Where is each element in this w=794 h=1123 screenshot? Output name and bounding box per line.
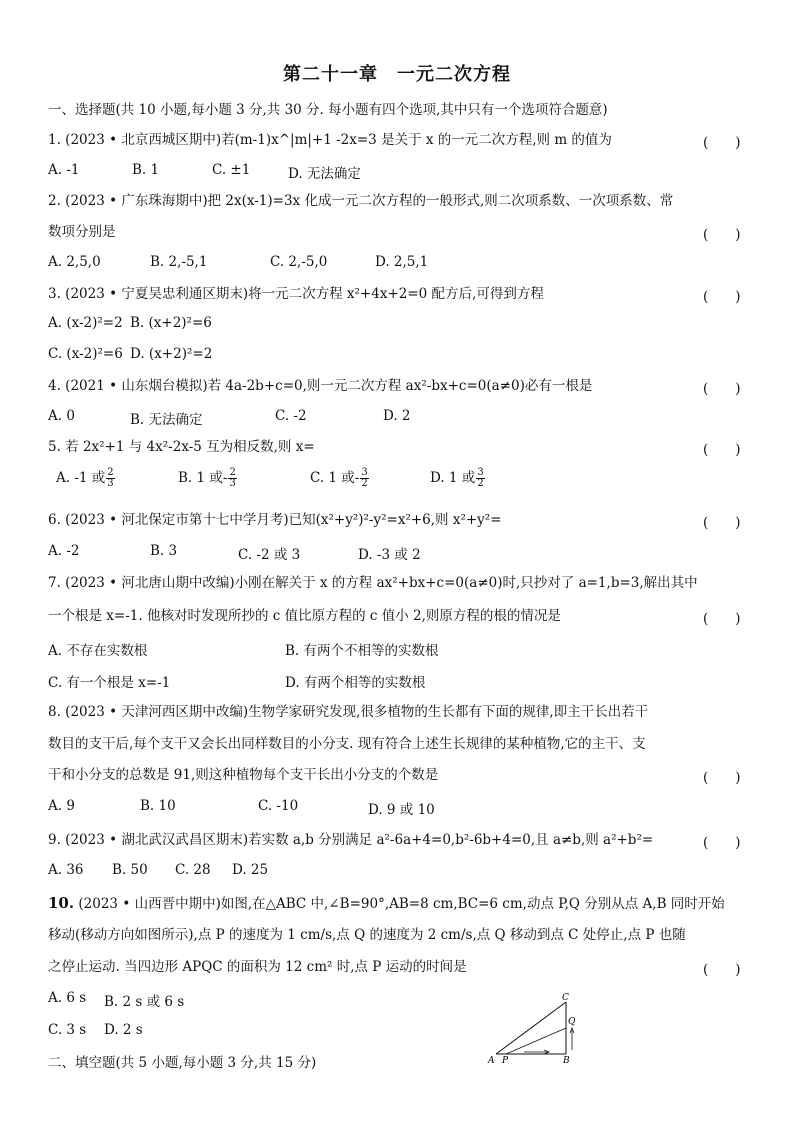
q8-option-c: C. -10 [258,798,299,814]
q1-option-c: C. ±1 [212,162,251,178]
q10-option-c: C. 3 s [48,1022,87,1038]
q9-option-d: D. 25 [232,862,269,878]
q8-stem-line2: 数目的支干后,每个支干又会长出同样数目的小分支. 现有符合上述生长规律的某种植物,它的主干、支 [48,736,646,752]
q2-answer-paren: ( ) [703,227,741,243]
label-c: C [562,993,569,1003]
q4-option-a: A. 0 [48,408,75,424]
q7-option-d: D. 有两个相等的实数根 [285,675,426,691]
q7-stem-line2: 一个根是 x=-1. 他核对时发现所抄的 c 值比原方程的 c 值小 2,则原方程的根的情况是 [48,608,561,624]
q2-option-a: A. 2,5,0 [48,254,101,270]
q7-option-b: B. 有两个不相等的实数根 [285,643,439,659]
q9-stem: 9. (2023 • 湖北武汉武昌区期末)若实数 a,b 分别满足 a²-6a+4=0,b²-6b+4=0,且 a≠b,则 a²+b²= [48,832,654,848]
q2-option-d: D. 2,5,1 [375,254,429,270]
q6-option-b: B. 3 [150,543,178,559]
q6-stem: 6. (2023 • 河北保定市第十七中学月考)已知(x²+y²)²-y²=x²+6,则 x²+y²= [48,512,502,528]
q2-option-b: B. 2,-5,1 [150,254,208,270]
q1-answer-paren: ( ) [703,135,741,151]
label-q: Q [568,1017,576,1027]
q6-option-c: C. -2 或 3 [238,547,301,563]
q3-option-d: D. (x+2)²=2 [130,346,213,362]
q10-option-d: D. 2 s [104,1022,143,1038]
q10-stem-line3: 之停止运动. 当四边形 APQC 的面积为 12 cm² 时,点 P 运动的时间是 [48,959,467,975]
q1-option-d: D. 无法确定 [288,166,361,182]
q2-option-c: C. 2,-5,0 [270,254,328,270]
q8-option-b: B. 10 [140,798,176,814]
q7-option-c: C. 有一个根是 x=-1 [48,675,171,691]
q4-stem: 4. (2021 • 山东烟台模拟)若 4a-2b+c=0,则一元二次方程 ax²-bx+c=0(a≠0)必有一根是 [48,378,593,394]
label-a: A [488,1056,495,1066]
q10-stem-line1: 10. (2023 • 山西晋中期中)如图,在△ABC 中,∠B=90°,AB=8 cm,BC=6 cm,动点 P,Q 分别从点 A,B 同时开始 [48,894,725,912]
q10-number: 10. [48,894,75,912]
q4-answer-paren: ( ) [703,381,741,397]
q5-option-b: B. 1 或- $\frac{2}{3}$ [178,467,236,489]
q9-option-b: B. 50 [112,862,148,878]
q10-option-a: A. 6 s [48,990,87,1006]
q10-answer-paren: ( ) [703,962,741,978]
q10-stem-line2: 移动(移动方向如图所示),点 P 的速度为 1 cm/s,点 Q 的速度为 2 cm/s,点 Q 移动到点 C 处停止,点 P 也随 [48,927,686,943]
q4-option-d: D. 2 [383,408,411,424]
q1-option-b: B. 1 [132,162,160,178]
q4-option-c: C. -2 [275,408,307,424]
fraction: $\frac{3}{2}$ [477,467,484,489]
label-b: B [563,1056,570,1066]
q6-option-d: D. -3 或 2 [358,547,421,563]
q6-answer-paren: ( ) [703,515,741,531]
q2-stem-line1: 2. (2023 • 广东珠海期中)把 2x(x-1)=3x 化成一元二次方程的一般形式,则二次项系数、一次项系数、常 [48,193,674,209]
q9-option-c: C. 28 [175,862,211,878]
triangle-figure [484,992,584,1066]
section-choice-heading: 一、选择题(共 10 小题,每小题 3 分,共 30 分. 每小题有四个选项,其中只有一个选项符合题意) [48,102,608,118]
fraction: $\frac{3}{2}$ [361,467,368,489]
q5-stem: 5. 若 2x²+1 与 4x²-2x-5 互为相反数,则 x= [48,439,315,455]
q1-option-a: A. -1 [48,162,80,178]
q9-option-a: A. 36 [48,862,84,878]
q5-option-a: A. -1 或 $\frac{2}{3}$ [56,467,114,489]
q6-option-a: A. -2 [48,543,80,559]
q5-option-c: C. 1 或- $\frac{3}{2}$ [310,467,368,489]
q9-answer-paren: ( ) [703,835,741,851]
fraction: $\frac{2}{3}$ [229,467,236,489]
chapter-title: 第二十一章 一元二次方程 [283,64,511,85]
q5-answer-paren: ( ) [703,442,741,458]
q8-stem-line3: 干和小分支的总数是 91,则这种植物每个支干长出小分支的个数是 [48,767,439,783]
q7-option-a: A. 不存在实数根 [48,643,148,659]
q7-answer-paren: ( ) [703,611,741,627]
q8-answer-paren: ( ) [703,770,741,786]
segment-pq [506,1028,566,1054]
q7-stem-line1: 7. (2023 • 河北唐山期中改编)小刚在解关于 x 的方程 ax²+bx+c=0(a≠0)时,只抄对了 a=1,b=3,解出其中 [48,575,698,591]
q8-stem-line1: 8. (2023 • 天津河西区期中改编)生物学家研究发现,很多植物的生长都有下面的规律,即主干长出若干 [48,704,649,720]
q3-answer-paren: ( ) [703,289,741,305]
q8-option-a: A. 9 [48,798,75,814]
q5-option-d: D. 1 或 $\frac{3}{2}$ [430,467,484,489]
fraction: $\frac{2}{3}$ [107,467,114,489]
q3-option-b: B. (x+2)²=6 [130,315,212,331]
q3-option-a: A. (x-2)²=2 [48,315,123,331]
q3-stem: 3. (2023 • 宁夏吴忠利通区期末)将一元二次方程 x²+4x+2=0 配方后,可得到方程 [48,286,544,302]
q1-stem: 1. (2023 • 北京西城区期中)若(m-1)x^|m|+1 -2x=3 是关于 x 的一元二次方程,则 m 的值为 [48,132,612,148]
q10-option-b: B. 2 s 或 6 s [104,994,185,1010]
q2-stem-line2: 数项分别是 [48,224,116,240]
q8-option-d: D. 9 或 10 [368,802,435,818]
q3-option-c: C. (x-2)²=6 [48,346,123,362]
label-p: P [502,1056,509,1066]
q4-option-b: B. 无法确定 [130,412,203,428]
side-ac [496,1002,566,1054]
section-fill-heading: 二、填空题(共 5 小题,每小题 3 分,共 15 分) [48,1055,317,1071]
